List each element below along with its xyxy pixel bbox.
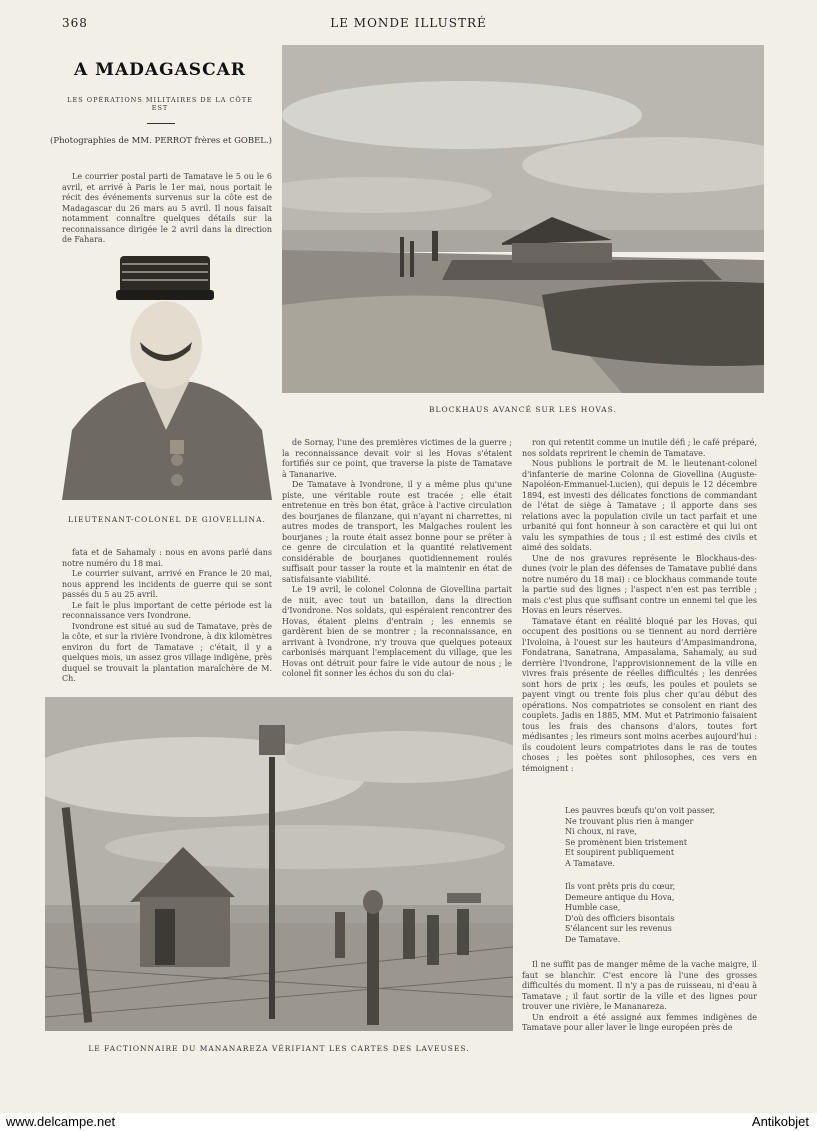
verse-1: Les pauvres bœufs qu'on voit passer, Ne trouvant plus rien à manger Ni choux, ni rave, Se promènent bien tristement Et soupirent publiquement A Tamatave. bbox=[565, 806, 716, 868]
col3-top-text: ron qui retentit comme un inutile défi ; le café préparé, nos soldats reprirent le chemin de Tamatave. Nous publions le portrait de M. le lieutenant-colonel d'infanterie de marine Colonna de Giovellina (Auguste-Napoléon-Emmanuel-Lucien), qui depuis le 12 décembre 1894, est investi des délicates fonctions de commandant de l'état de siège à Tamatave ; il apporte dans ses relations avec la population civile un tact parfait et une urbanité qui font honneur à son caractère et qui lui ont valu les sympathies de tous ; il est estimé des civils et aimé des soldats. Une de nos gravures représente le Blockhaus-des-dunes (voir le plan des défenses de Tamatave publié dans notre numéro du 18 mai) : ce blockhaus commande toute la partie sud des lignes ; l'aspect n'en est pas terrible ; mais c'est plus que suffisant contre un ennemi tel que les Hovas en leurs réserves. Tamatave étant en réalité bloqué par les Hovas, qui occupent des positions ou se tiennent au nord derrière l'Ivoloina, à l'ouest sur les hauteurs d'Ampasimandrona, Fondatrana, Sanatrana, Ampasalama, Sahamaly, au sud derrière l'Ivondrone, l'approvisionnement de la ville en vivres frais présente de réelles difficultés ; les denrées sont hors de prix ; les œufs, les poules et poulets se payent vingt ou trente fois plus cher qu'au début des opérations. Nos compatriotes se consolent en riant des couplets. Jadis en 1885, MM. Mut et Patrimonio faisaient tous les frais des chansons d'alors, toutes fort médisantes ; les rimeurs sont moins acerbes aujourd'hui : ils coudoient leurs compatriotes dans le ras de toutes choses ; les poètes sont philosophes, ces vers en témoignent : bbox=[522, 438, 757, 773]
blockhaus-engraving bbox=[282, 45, 764, 393]
article-subtitle: LES OPÉRATIONS MILITAIRES DE LA CÔTE EST bbox=[67, 96, 253, 112]
caption-factionnaire: LE FACTIONNAIRE DU MANANAREZA VÉRIFIANT LES CARTES DES LAVEUSES. bbox=[88, 1044, 470, 1053]
page-number: 368 bbox=[62, 16, 88, 30]
caption-blockhaus: BLOCKHAUS AVANCÉ SUR LES HOVAS. bbox=[429, 405, 617, 414]
col1-bottom-text: fata et de Sahamaly : nous en avons parlé dans notre numéro du 18 mai. Le courrier suivant, arrivé en France le 20 mai, nous apprend les incidents de guerre qui se sont passés du 5 au 25 avril. Le fait le plus important de cette période est la reconnaissance vers Ivondrone. Ivondrone est situé au sud de Tamatave, près de la côte, et sur la rivière Ivondrone, à dix kilomètres environ du fort de Tamatave ; c'était, il y a quelques mois, un assez gros village indigène, près duquel se trouvait la plantation maraîchère de M. Ch. bbox=[62, 548, 272, 683]
photo-credit: (Photographies de MM. PERROT frères et GOBEL.) bbox=[50, 136, 272, 146]
caption-portrait: LIEUTENANT-COLONEL DE GIOVELLINA. bbox=[68, 515, 266, 524]
journal-header: LE MONDE ILLUSTRÉ bbox=[330, 16, 487, 30]
article-title: A MADAGASCAR bbox=[74, 60, 246, 80]
factionnaire-engraving bbox=[45, 697, 513, 1031]
watermark-bar bbox=[0, 1113, 817, 1131]
watermark-left: www.delcampe.net bbox=[6, 1114, 116, 1129]
col2-text: de Sornay, l'une des premières victimes de la guerre ; la reconnaissance devait voir si les Hovas s'étaient fortifiés sur ce point, que traverse la piste de Tamatave à Tananarive. De Tamatave à Ivondrone, il y a même plus qu'une piste, une véritable route est tracée ; elle était entretenue en très bon état, grâce à l'active circulation des bourjanes de filanzane, qui n'ayant ni charrettes, ni autres modes de transport, les Malgaches roulent les bourjanes ; la route était assez bonne pour se prêter à ce genre de circulation et la quantité relativement considérable de bourjanes quotidiennement roulés suffisait pour tasser la route et la maintenir en état de satisfaisante viabilité. Le 19 avril, le colonel Colonna de Giovellina partait de nuit, avec tout un bataillon, dans la direction d'Ivondrone. Nos soldats, qui espéraient rencontrer des Hovas, étaient pleins d'entrain ; les ennemis se gardèrent bien de se montrer ; la reconnaissance, en arrivant à Ivondrone, n'y trouva que quelques poteaux carbonisés marquant l'emplacement du village, que les Hovas ont détruit pour faire le vide autour de nous ; le colonel fit sonner les échos du son du clai- bbox=[282, 438, 512, 678]
title-rule bbox=[147, 123, 175, 124]
portrait-engraving bbox=[62, 250, 272, 500]
verse-2: Ils vont prêts pris du cœur, Demeure antique du Hova, Humble case, D'où des officiers bisontais S'élancent sur les revenus De Tamatave. bbox=[565, 882, 676, 944]
col1-top-text: Le courrier postal parti de Tamatave le 5 ou le 6 avril, et arrivé à Paris le 1er mai, nous portait le récit des événements survenus sur la côte est de Madagascar du 26 mars au 5 avril. Il nous faisait notamment connaître quelques détails sur la reconnaissance dirigée le 2 avril dans la direction de Fahara. bbox=[62, 172, 272, 244]
watermark-right: Antikobjet bbox=[751, 1114, 809, 1129]
col3-bottom-text: Il ne suffit pas de manger même de la vache maigre, il faut se blanchir. C'est encore là l'une des grosses difficultés du moment. Il n'y a pas de ruisseau, ni d'eau à Tamatave ; il faut sortir de la ville et des lignes pour trouver une rivière, le Mananareza. Un endroit a été assigné aux femmes indigènes de Tamatave pour aller laver le linge européen près de bbox=[522, 960, 757, 1032]
